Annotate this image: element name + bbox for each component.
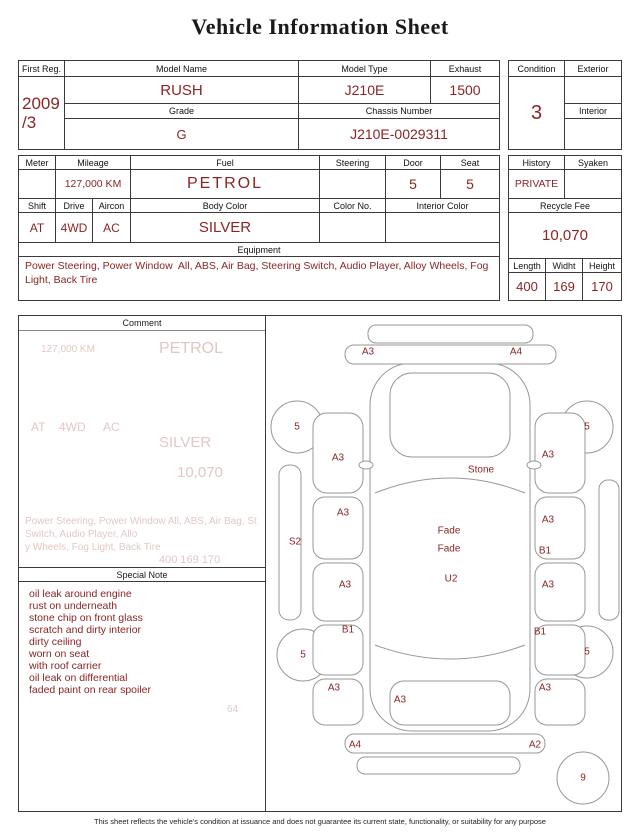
meter-value [19, 170, 56, 198]
damage-label: A3 [327, 682, 341, 694]
color-no-label: Color No. [320, 199, 386, 213]
height-value: 170 [591, 279, 613, 294]
grade-value: G [65, 119, 299, 149]
special-note-line: faded paint on rear spoiler [29, 684, 151, 696]
special-note-line: oil leak on differential [29, 672, 128, 684]
steering-value [320, 170, 386, 198]
special-note-list [29, 588, 259, 696]
chassis-number-label: Chassis Number [299, 104, 499, 119]
damage-label: A4 [348, 739, 362, 751]
damage-label: 9 [580, 772, 586, 784]
ghost-text: AT [31, 420, 46, 434]
exterior-value [565, 77, 621, 104]
body-color-label: Body Color [131, 199, 320, 213]
spare-tire-circle [557, 752, 609, 804]
ghost-text: Switch, Audio Player, Allo [25, 529, 138, 540]
ghost-text: 10,070 [177, 464, 223, 481]
recycle-fee-label: Recycle Fee [509, 199, 621, 213]
damage-label: B1 [341, 624, 355, 636]
drive-label: Drive [56, 199, 93, 213]
left-rocker-panel [279, 465, 301, 620]
rear-bumper-upper [345, 734, 545, 753]
history-value: PRIVATE [509, 170, 565, 198]
interior-color-label: Interior Color [386, 199, 499, 213]
special-note-line: rust on underneath [29, 600, 118, 612]
equipment-table [18, 242, 500, 301]
ghost-text: Power Steering, Power Window All, ABS, Air Bag, St [25, 516, 257, 527]
damage-label: S2 [288, 536, 302, 548]
exhaust-label: Exhaust [431, 61, 499, 77]
syaken-value [565, 170, 621, 198]
condition-value: 3 [509, 77, 565, 149]
length-label: Length [509, 259, 546, 273]
right-front-fender [535, 413, 585, 493]
grade-label: Grade [65, 104, 299, 119]
first-reg-month: /3 [22, 113, 37, 132]
left-front-fender [313, 413, 363, 493]
page-title: Vehicle Information Sheet [191, 14, 449, 39]
right-rear-corner [535, 679, 585, 725]
damage-label: 5 [584, 646, 590, 658]
left-rear-door [313, 563, 363, 621]
exhaust-value: 1500 [431, 77, 499, 104]
history-label: History [509, 156, 565, 170]
damage-label: A3 [541, 514, 555, 526]
seat-label: Seat [441, 156, 499, 170]
fuel-label: Fuel [131, 156, 320, 170]
model-name-value: RUSH [65, 77, 299, 104]
door-label: Door [386, 156, 441, 170]
aircon-value: AC [93, 213, 131, 242]
recycle-fee-table [508, 198, 622, 259]
left-mirror [359, 461, 373, 469]
special-note-line: oil leak around engine [29, 588, 132, 600]
mileage-label: Mileage [56, 156, 131, 170]
equipment-value: Power Steering, Power Window All, ABS, Air Bag, Steering Switch, Audio Player, Alloy Wheels, Fog Light, Back Tire [25, 260, 492, 286]
right-front-door [535, 497, 585, 559]
ghost-text: PETROL [159, 340, 224, 357]
ghost-text: SILVER [159, 434, 212, 451]
car-diagram [265, 315, 622, 812]
damage-label: A3 [338, 579, 352, 591]
syaken-label: Syaken [565, 156, 621, 170]
seat-value: 5 [466, 176, 474, 192]
left-quarter-panel [313, 625, 363, 675]
damage-label: A4 [509, 346, 523, 358]
special-note-line: worn on seat [29, 648, 90, 660]
color-no-value [320, 213, 386, 242]
length-value: 400 [509, 273, 546, 300]
special-note-line: dirty ceiling [29, 636, 82, 648]
left-rear-corner [313, 679, 363, 725]
first-reg-value [19, 77, 65, 149]
special-note-line: stone chip on front glass [29, 612, 143, 624]
model-name-label: Model Name [65, 61, 299, 77]
interior-label: Interior [565, 104, 621, 119]
recycle-fee-value: 10,070 [542, 227, 588, 244]
special-note-line: scratch and dirty interior [29, 624, 142, 636]
comment-column [19, 316, 266, 811]
ghost-text: 127,000 KM [41, 344, 95, 355]
hood [390, 373, 510, 457]
model-type-value: J210E [299, 77, 431, 104]
model-type-label: Model Type [299, 61, 431, 77]
mid-table-a [18, 155, 500, 199]
damage-label: A3 [393, 694, 407, 706]
trunk [390, 681, 510, 725]
damage-label: B1 [533, 626, 547, 638]
chassis-number-value: J210E-0029311 [350, 126, 448, 142]
steering-label: Steering [320, 156, 386, 170]
mid-table-b [18, 198, 500, 243]
disclaimer-text: This sheet reflects the vehicle's condition at issuance and does not guarantee its current state, functionality, or suitability for any purpose [94, 817, 546, 826]
condition-table [508, 60, 622, 150]
first-reg-label: First Reg. [19, 61, 65, 77]
damage-label: A2 [528, 739, 542, 751]
ghost-text: y Wheels, Fog Light, Back Tire [25, 542, 161, 553]
damage-label: Stone [467, 464, 495, 476]
damage-label: A3 [541, 579, 555, 591]
damage-label: 5 [294, 421, 300, 433]
first-reg-year: 2009 [22, 94, 60, 113]
shift-value: AT [19, 213, 56, 242]
right-rocker-panel [599, 480, 619, 620]
damage-label: A3 [331, 452, 345, 464]
ghost-text: 400 169 170 [159, 554, 221, 566]
dimensions-table [508, 258, 622, 301]
right-rear-door [535, 563, 585, 621]
right-quarter-panel [535, 625, 585, 675]
front-bumper-upper [368, 325, 533, 343]
right-mirror [527, 461, 541, 469]
width-value: 169 [546, 273, 583, 300]
exterior-label: Exterior [565, 61, 621, 77]
mileage-value: 127,000 KM [56, 170, 131, 198]
rear-bumper-lower [357, 757, 520, 774]
condition-label: Condition [509, 61, 565, 77]
damage-label: A3 [336, 507, 350, 519]
comment-label: Comment [19, 316, 265, 331]
fuel-value: PETROL [131, 170, 320, 198]
aircon-label: Aircon [93, 199, 131, 213]
special-note-label: Special Note [19, 567, 265, 582]
door-value: 5 [386, 170, 441, 198]
damage-label: Fade [437, 525, 461, 537]
front-bumper-lower [345, 345, 556, 364]
body-color-value: SILVER [131, 213, 320, 242]
meter-label: Meter [19, 156, 56, 170]
damage-label: Fade [437, 543, 461, 555]
equipment-label: Equipment [19, 243, 499, 257]
damage-label: 5 [300, 649, 306, 661]
top-left-table [18, 60, 500, 150]
ghost-text: AC [103, 420, 120, 434]
ghost-text: 4WD [59, 420, 86, 434]
damage-label: 5 [584, 421, 590, 433]
damage-label: A3 [541, 449, 555, 461]
shift-label: Shift [19, 199, 56, 213]
damage-label: B1 [538, 545, 552, 557]
width-label: Widht [546, 259, 583, 273]
interior-value [565, 119, 621, 149]
history-table [508, 155, 622, 199]
left-front-door [313, 497, 363, 559]
damage-label: A3 [538, 682, 552, 694]
interior-color-value [386, 213, 499, 242]
damage-label: A3 [361, 346, 375, 358]
ghost-text: 64 [227, 704, 239, 715]
damage-label: U2 [444, 573, 458, 585]
special-note-line: with roof carrier [29, 660, 102, 672]
drive-value: 4WD [56, 213, 93, 242]
height-label: Height [583, 259, 621, 273]
